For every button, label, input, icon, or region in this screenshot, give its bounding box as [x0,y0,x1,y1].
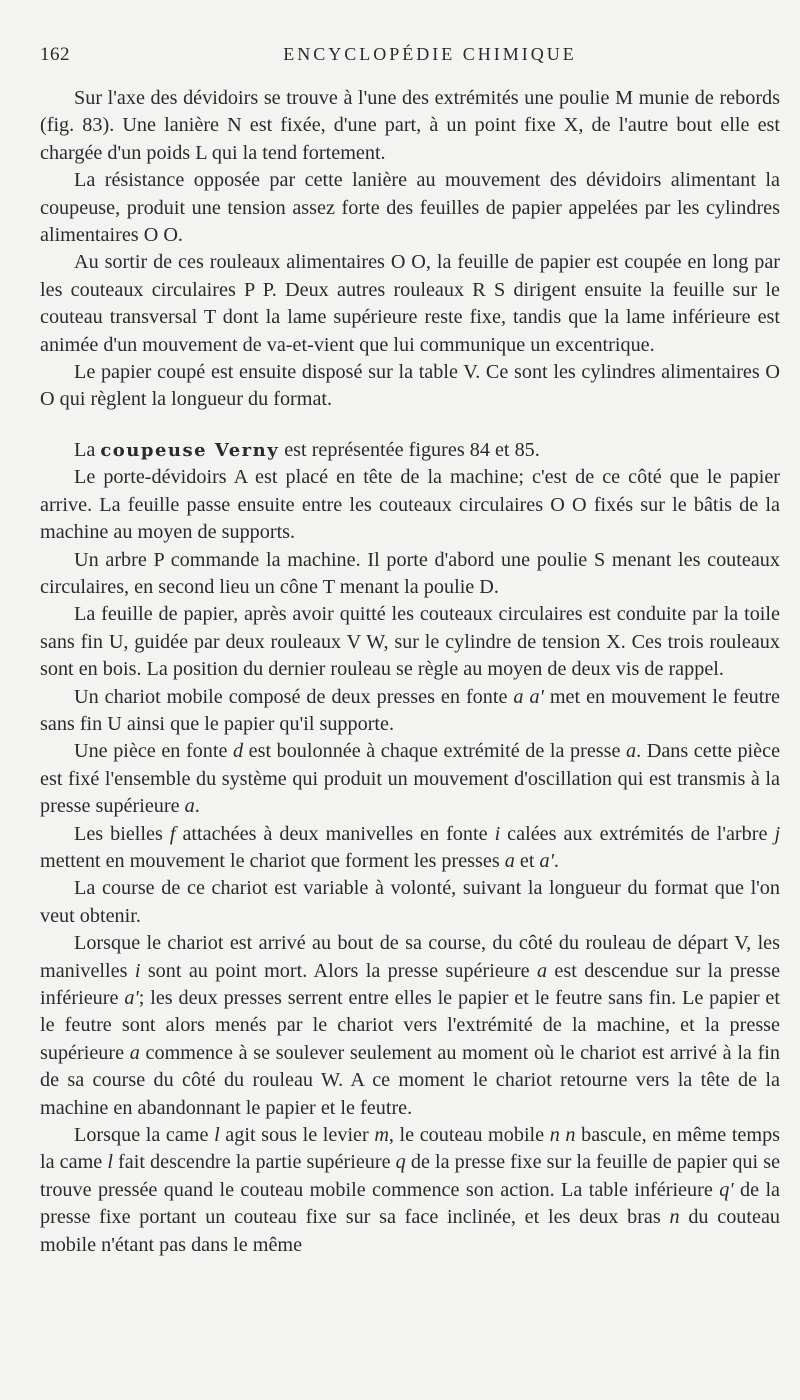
variable: a [504,849,515,872]
running-title: ENCYCLOPÉDIE CHIMIQUE [283,44,577,64]
text-run: . [553,849,559,872]
paragraph: La feuille de papier, après avoir quitté les couteaux circulaires est conduite par la toile sans fin U, guidée par deux rouleaux V W, sur le cylindre de tension X. Ces trois rouleaux sont en bois. La position du dernier rouleau se règle au moyen de deux vis de rappel. [40,603,780,681]
section-intro-lead: La [74,438,96,461]
paragraph: Sur l'axe des dévidoirs se trouve à l'une des extrémités une poulie M munie de rebords (fig. 83). Une lanière N est fixée, d'une part, à un point fixe X, de l'autre bout elle est chargée d'un poids L qui la tend fortement. [40,87,780,164]
text-run: fait descendre la partie supérieure [118,1151,391,1174]
section-intro-paragraph [40,437,780,464]
paragraph: La course de ce chariot est variable à volonté, suivant la longueur du format que l'on veut obtenir. [40,877,780,927]
section-intro-rest: est représentée figures 84 et 85. [284,438,540,461]
variable: l [214,1124,220,1147]
variable: n [669,1206,680,1229]
text-run: et [519,849,535,872]
variable: j [774,822,781,845]
variable: a [626,740,637,763]
variable: i [494,822,501,845]
paragraph: Le papier coupé est ensuite disposé sur la table V. Ce sont les cylindres alimentaires O O qui règlent la longueur du format. [40,361,780,411]
page-number: 162 [40,44,70,65]
text-run: bascule, en même temps la came [40,1124,781,1174]
text-run: Lorsque le chariot est arrivé au bout de sa course, du côté du rouleau de départ V, les manivelles [40,932,780,982]
text-run: du couteau mobile n'étant pas dans le même [40,1206,780,1256]
text-run: attachées à deux manivelles en fonte [182,822,488,845]
text-run: de la presse fixe sur la feuille de papier qui se trouve pressée quand le couteau mobile commence son action. La table inférieure [40,1151,781,1201]
text-run: . Dans cette pièce est fixé l'ensemble du système qui produit un mouvement d'oscillation qui est transmis à la presse supérieure [40,740,781,818]
text-run: Lorsque la came [74,1124,209,1147]
variable: a [536,959,548,982]
page-header [40,44,780,72]
section-term: coupeuse Verny [100,439,280,461]
text-run: commence à se soulever seulement au moment où le chariot est arrivé à la fin de sa course du côté du rouleau W. A ce moment le chariot retourne vers la tête de la machine en abandonnant le papier et le feutre. [40,1041,780,1119]
text-run: , le couteau mobile [388,1124,545,1147]
variable: a' [124,987,139,1009]
variable: n n [549,1124,576,1147]
text-run: mettent en mouvement le chariot que forment les presses [40,849,500,872]
text-run: est boulonnée à chaque extrémité de la presse [248,740,621,763]
text-run: . [194,795,200,818]
text-run: est descendue sur la presse inférieure [40,959,781,1009]
paragraph [40,821,780,876]
variable: a [184,795,195,818]
paragraph [40,684,780,739]
text-run: Une pièce en fonte [74,740,228,763]
paragraph: Un arbre P commande la machine. Il porte d'abord une poulie S menant les couteaux circulaires, en second lieu un cône T menant la poulie D. [40,548,780,598]
text-run: Les bielles [74,822,163,845]
text-run: sont au point mort. Alors la presse supérieure [147,959,530,982]
variable: d [232,740,244,763]
paragraph: La résistance opposée par cette lanière au mouvement des dévidoirs alimentant la coupeuse, produit une tension assez forte des feuilles de papier appelées par les cylindres alimentaires O O. [40,169,780,247]
variable: a' [539,849,554,872]
variable: a [129,1041,140,1064]
text-run: Un chariot mobile composé de deux presses en fonte [74,685,508,708]
variable: f [169,822,176,845]
variable: i [134,959,141,982]
variable: q [395,1151,406,1174]
variable: a a' [513,685,544,708]
paragraph [40,1122,780,1259]
paragraph [40,738,780,820]
variable: l [107,1151,113,1174]
text-run: agit sous le levier [225,1124,369,1147]
text-run: calées aux extrémités de l'arbre [507,822,768,845]
text-run: de la presse fixe portant un couteau fixe sur sa face inclinée, et les deux bras [40,1178,781,1229]
text-run: ; les deux presses serrent entre elles le papier et le feutre sans fin. Le papier et le feutre sont alors menés par le chariot vers l'extrémité de la machine, et la presse supérieure [40,987,780,1064]
text-run: met en mouvement le feutre sans fin U ainsi que le papier qu'il supporte. [40,685,781,735]
body-text [40,85,780,1259]
variable: m [374,1124,389,1147]
paragraph [40,930,780,1122]
paragraph: Le porte-dévidoirs A est placé en tête de la machine; c'est de ce côté que le papier arrive. La feuille passe ensuite entre les couteaux circulaires O O fixés sur le bâtis de la machine au moyen de supports. [40,466,780,544]
paragraph: Au sortir de ces rouleaux alimentaires O O, la feuille de papier est coupée en long par les couteaux circulaires P P. Deux autres rouleaux R S dirigent ensuite la feuille sur le couteau transversal T dont la lame supérieure reste fixe, tandis que la lame inférieure est animée d'un mouvement de va-et-vient que lui communique un excentrique. [40,251,780,356]
variable: q' [719,1178,734,1201]
